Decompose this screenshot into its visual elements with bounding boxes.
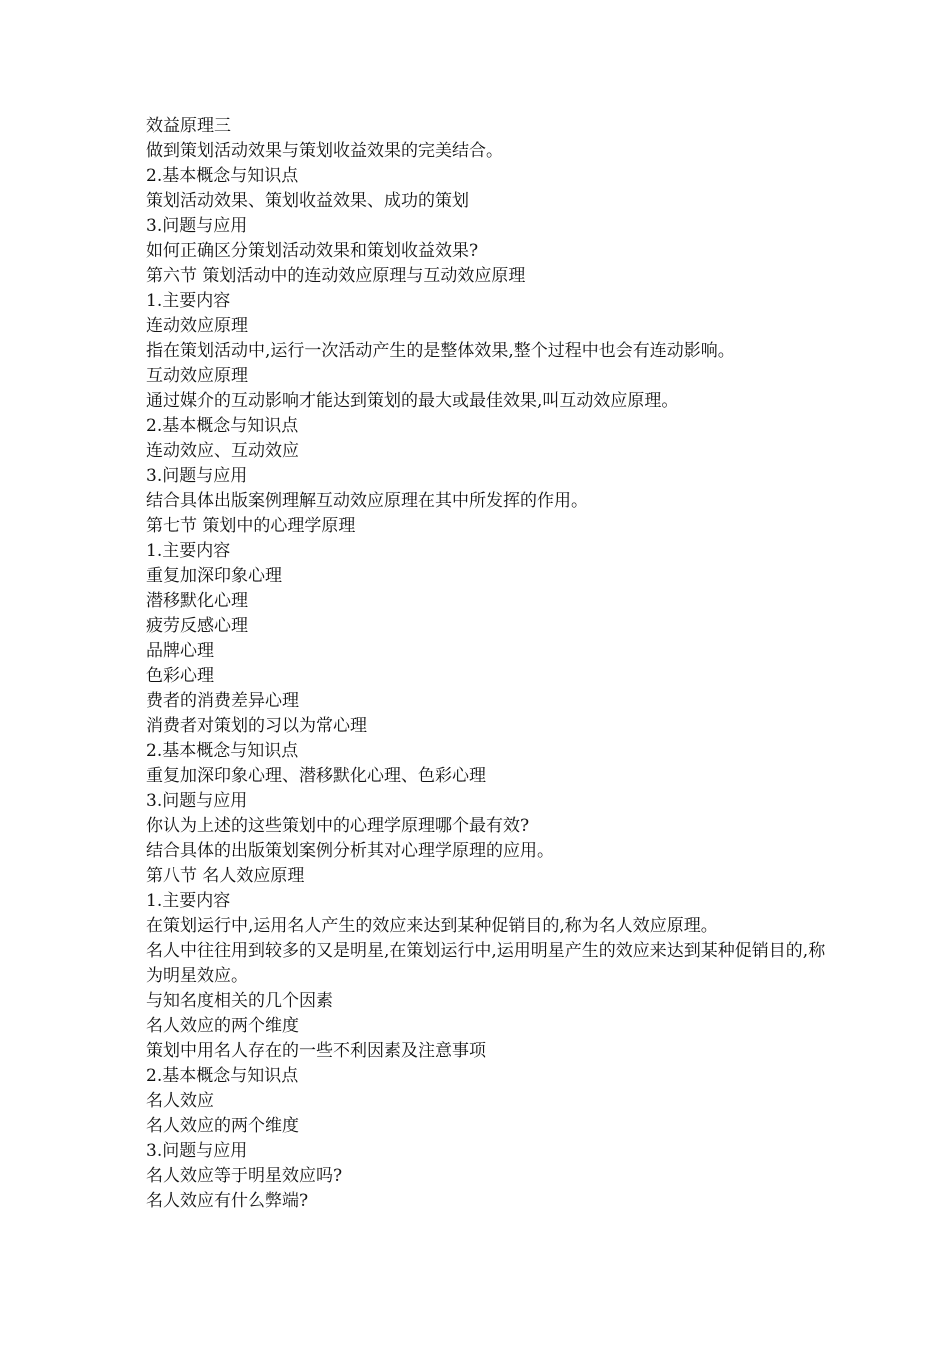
section-heading: 第八节 名人效应原理 bbox=[146, 866, 305, 886]
text-line: 通过媒介的互动影响才能达到策划的最大或最佳效果,叫互动效应原理。 bbox=[146, 391, 679, 411]
text-line: 3.问题与应用 bbox=[146, 466, 248, 486]
document-body bbox=[146, 114, 836, 1214]
text-line: 2.基本概念与知识点 bbox=[146, 1066, 299, 1086]
text-line: 连动效应、互动效应 bbox=[146, 441, 299, 461]
text-line: 在策划运行中,运用名人产生的效应来达到某种促销目的,称为名人效应原理。 bbox=[146, 916, 718, 936]
text-line: 名人效应的两个维度 bbox=[146, 1116, 299, 1136]
text-line: 费者的消费差异心理 bbox=[146, 691, 299, 711]
section-heading: 第七节 策划中的心理学原理 bbox=[146, 516, 356, 536]
text-line: 1.主要内容 bbox=[146, 291, 231, 311]
text-line: 结合具体出版案例理解互动效应原理在其中所发挥的作用。 bbox=[146, 491, 588, 511]
text-line: 1.主要内容 bbox=[146, 891, 231, 911]
text-line: 名人中往往用到较多的又是明星,在策划运行中,运用明星产生的效应来达到某种促销目的,称为明星效应。 bbox=[146, 941, 826, 986]
text-line: 指在策划活动中,运行一次活动产生的是整体效果,整个过程中也会有连动影响。 bbox=[146, 341, 735, 361]
text-line: 做到策划活动效果与策划收益效果的完美结合。 bbox=[146, 141, 503, 161]
text-line: 3.问题与应用 bbox=[146, 1141, 248, 1161]
text-line: 名人效应 bbox=[146, 1091, 214, 1111]
text-line: 与知名度相关的几个因素 bbox=[146, 991, 333, 1011]
text-line: 重复加深印象心理 bbox=[146, 566, 282, 586]
text-line: 名人效应有什么弊端? bbox=[146, 1191, 309, 1211]
text-line: 疲劳反感心理 bbox=[146, 616, 248, 636]
text-line: 你认为上述的这些策划中的心理学原理哪个最有效? bbox=[146, 816, 530, 836]
text-line: 重复加深印象心理、潜移默化心理、色彩心理 bbox=[146, 766, 486, 786]
text-line: 名人效应的两个维度 bbox=[146, 1016, 299, 1036]
text-line: 2.基本概念与知识点 bbox=[146, 741, 299, 761]
text-line: 连动效应原理 bbox=[146, 316, 248, 336]
text-line: 效益原理三 bbox=[146, 116, 231, 136]
text-line: 潜移默化心理 bbox=[146, 591, 248, 611]
text-line: 2.基本概念与知识点 bbox=[146, 416, 299, 436]
text-line: 名人效应等于明星效应吗? bbox=[146, 1166, 343, 1186]
text-line: 策划中用名人存在的一些不利因素及注意事项 bbox=[146, 1041, 486, 1061]
text-line: 色彩心理 bbox=[146, 666, 214, 686]
text-line: 策划活动效果、策划收益效果、成功的策划 bbox=[146, 191, 469, 211]
section-heading: 第六节 策划活动中的连动效应原理与互动效应原理 bbox=[146, 266, 526, 286]
text-line: 3.问题与应用 bbox=[146, 791, 248, 811]
text-line: 品牌心理 bbox=[146, 641, 214, 661]
text-line: 结合具体的出版策划案例分析其对心理学原理的应用。 bbox=[146, 841, 554, 861]
text-line: 3.问题与应用 bbox=[146, 216, 248, 236]
text-line: 互动效应原理 bbox=[146, 366, 248, 386]
text-line: 2.基本概念与知识点 bbox=[146, 166, 299, 186]
text-line: 消费者对策划的习以为常心理 bbox=[146, 716, 367, 736]
text-line: 如何正确区分策划活动效果和策划收益效果? bbox=[146, 241, 479, 261]
text-line: 1.主要内容 bbox=[146, 541, 231, 561]
